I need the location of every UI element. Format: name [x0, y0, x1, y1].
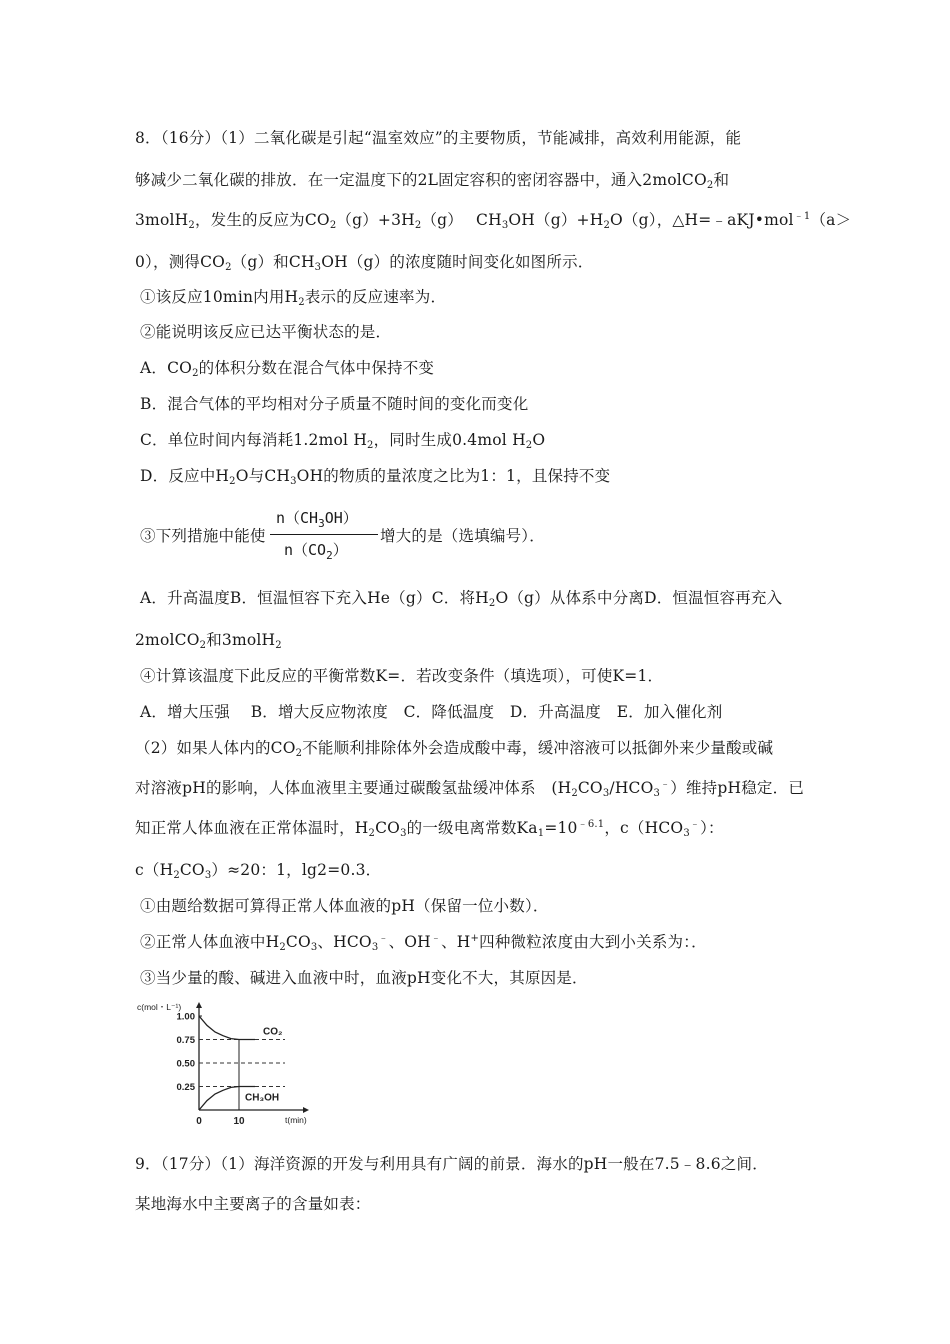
- q8-part2-line-3: 知正常人体血液在正常体温时，$H_2CO_3$的一级电离常数$Ka_1=10^{﹣6.1}$，$c(HCO_3^﹣)$：: [135, 819, 724, 839]
- y-axis-label: c(mol・L⁻¹): [137, 1002, 182, 1012]
- q8-part2-sub2: ②正常人体血液中$H_2CO_3$、$HCO_3^﹣$、OH﹣、H+四种微粒浓度由大到小关系为：．: [140, 933, 707, 953]
- q8-option-a: A．$CO_2$的体积分数在混合气体中保持不变: [140, 359, 435, 379]
- q9-line-2: 某地海水中主要离子的含量如表：: [135, 1195, 371, 1213]
- y-tick-label: 0.75: [176, 1035, 195, 1046]
- q8-sub4: ④计算该温度下此反应的平衡常数K=．若改变条件（填选项），可使K=1．: [140, 667, 664, 685]
- y-axis-arrow: [196, 1002, 202, 1008]
- q8-line-2: 够减少二氧化碳的排放．在一定温度下的2L固定容积的密闭容器中，通入2molCO$_2$和: [135, 171, 730, 191]
- q8-sub3-options-cont: 2molCO$_2$和3molH$_2$: [135, 631, 282, 651]
- q8-sub3-options: A．升高温度B．恒温恒容下充入He（g）C．将$H_2O(g)$从体系中分离D．恒温恒容再充入: [140, 589, 783, 609]
- fraction-denominator: $n(CO_2)$: [284, 541, 348, 562]
- x-axis-arrow: [303, 1107, 309, 1113]
- q8-sub4-options: A．增大压强 B．增大反应物浓度 C．降低温度 D．升高温度 E．加入催化剂: [140, 703, 723, 721]
- series-line-0: [199, 1016, 255, 1040]
- q8-part2-line-4: $c(H_2CO_3)\approx 20$：1，lg2=0.3．: [135, 861, 382, 881]
- y-tick-label: 0.50: [176, 1058, 195, 1070]
- fraction-bar: [270, 534, 378, 535]
- q8-line-1: 8．（16分）（1）二氧化碳是引起“温室效应”的主要物质，节能减排，高效利用能源，能: [135, 129, 742, 147]
- q8-option-c: C．单位时间内每消耗1.2mol $H_2$，同时生成0.4mol $H_2O$: [140, 431, 546, 451]
- y-tick-label: 1.00: [176, 1011, 195, 1023]
- q8-sub3-suffix: 增大的是（选填编号）．: [380, 527, 545, 545]
- fraction-numerator: $n(CH_3OH)$: [276, 509, 358, 530]
- q8-part2-line-1: （2）如果人体内的$CO_2$不能顺利排除体外会造成酸中毒，缓冲溶液可以抵御外来少量酸或碱: [135, 739, 774, 759]
- x-axis-label: t(min): [285, 1115, 307, 1125]
- concentration-time-chart: [135, 998, 315, 1128]
- x-tick-label: 0: [196, 1116, 202, 1127]
- q8-sub2: ②能说明该反应已达平衡状态的是．: [140, 323, 392, 341]
- q8-sub3-prefix: ③下列措施中能使: [140, 527, 266, 545]
- q8-part2-sub3: ③当少量的酸、碱进入血液中时，血液pH变化不大，其原因是．: [140, 969, 588, 987]
- q8-line-3: 3molH$_2$，发生的反应为$CO_2(g)+3H_2(g)$ $CH_3OH(g)+H_2O(g)$，△H=﹣aKJ•mol$^{﹣1}$（a＞: [135, 211, 852, 231]
- q9-line-1: 9．（17分）（1）海洋资源的开发与利用具有广阔的前景．海水的pH一般在7.5﹣8.6之间．: [135, 1155, 768, 1173]
- q8-option-b: B．混合气体的平均相对分子质量不随时间的变化而变化: [140, 395, 529, 413]
- q8-option-d: D．反应中$H_2O$与$CH_3OH$的物质的量浓度之比为1：1，且保持不变: [140, 467, 611, 487]
- series-label-co2: CO₂: [263, 1026, 283, 1038]
- x-tick-label: 10: [233, 1116, 245, 1127]
- series-label-ch3oh: CH₃OH: [245, 1092, 280, 1104]
- q8-part2-sub1: ①由题给数据可算得正常人体血液的pH（保留一位小数）．: [140, 897, 549, 915]
- q8-part2-line-2: 对溶液pH的影响，人体血液里主要通过碳酸氢盐缓冲体系 $(H_2CO_3/HCO_3^﹣)$维持pH稳定．已: [135, 779, 805, 799]
- ratio-fraction: [270, 507, 380, 563]
- q8-line-4: 0），测得$CO_2(g)$和$CH_3OH(g)$的浓度随时间变化如图所示．: [135, 253, 594, 273]
- q8-sub1: ①该反应10min内用$H_2$表示的反应速率为．: [140, 288, 447, 308]
- y-tick-label: 0.25: [176, 1082, 195, 1093]
